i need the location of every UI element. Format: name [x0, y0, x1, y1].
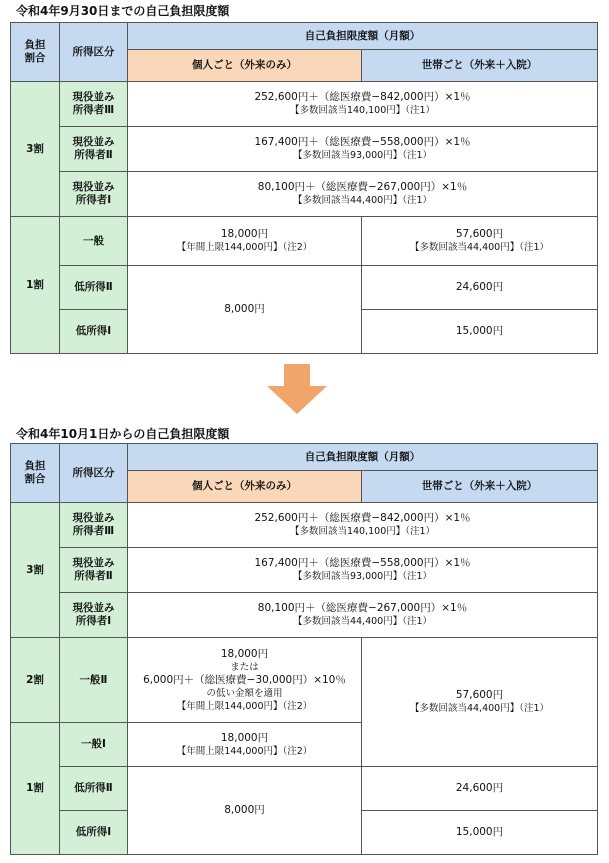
income-category-header: 所得区分	[60, 23, 128, 82]
income-category-header: 所得区分	[60, 444, 128, 503]
limit-cell-active3: 252,600円＋（総医療費−842,000円）×1％ 【多数回該当140,100円】（注1）	[128, 82, 598, 127]
individual-cell-general2: 18,000円 または 6,000円＋（総医療費−30,000円）×10％ の低い金額を適用 【年間上限144,000円】（注2）	[128, 638, 362, 723]
household-header: 世帯ごと（外来＋入院）	[362, 471, 598, 503]
before-limit-table	[10, 22, 598, 354]
burden-ratio-header: 負担 割合	[11, 444, 60, 503]
household-cell-general: 57,600円 【多数回該当44,400円】（注1）	[362, 217, 598, 266]
limit-cell-active2: 167,400円＋（総医療費−558,000円）×1％ 【多数回該当93,000円】（注1）	[128, 548, 598, 593]
income-label-active2: 現役並み 所得者Ⅱ	[60, 548, 128, 593]
after-limit-table	[10, 443, 598, 855]
income-label-general2: 一般Ⅱ	[60, 638, 128, 723]
individual-cell-low: 8,000円	[128, 266, 362, 354]
income-label-active1: 現役並み 所得者Ⅰ	[60, 172, 128, 217]
household-cell-low2: 24,600円	[362, 266, 598, 310]
burden-ratio-header: 負担 割合	[11, 23, 60, 82]
income-label-low1: 低所得Ⅰ	[60, 811, 128, 855]
ratio-1-cell: 1割	[11, 723, 60, 855]
limit-monthly-header: 自己負担限度額（月額）	[128, 444, 598, 471]
income-label-low2: 低所得Ⅱ	[60, 767, 128, 811]
before-title: 令和4年9月30日までの自己負担限度額	[16, 4, 230, 18]
income-label-active1: 現役並み 所得者Ⅰ	[60, 593, 128, 638]
household-cell-low2: 24,600円	[362, 767, 598, 811]
individual-cell-low: 8,000円	[128, 767, 362, 855]
income-label-active2: 現役並み 所得者Ⅱ	[60, 127, 128, 172]
individual-header: 個人ごと（外来のみ）	[128, 50, 362, 82]
individual-cell-general: 18,000円 【年間上限144,000円】（注2）	[128, 217, 362, 266]
individual-header: 個人ごと（外来のみ）	[128, 471, 362, 503]
household-header: 世帯ごと（外来＋入院）	[362, 50, 598, 82]
limit-monthly-header: 自己負担限度額（月額）	[128, 23, 598, 50]
ratio-3-cell: 3割	[11, 503, 60, 638]
income-label-active3: 現役並み 所得者Ⅲ	[60, 503, 128, 548]
household-cell-low1: 15,000円	[362, 310, 598, 354]
ratio-2-cell: 2割	[11, 638, 60, 723]
limit-cell-active2: 167,400円＋（総医療費−558,000円）×1％ 【多数回該当93,000円】（注1）	[128, 127, 598, 172]
limit-cell-active3: 252,600円＋（総医療費−842,000円）×1％ 【多数回該当140,100円】（注1）	[128, 503, 598, 548]
ratio-3-cell: 3割	[11, 82, 60, 217]
ratio-1-cell: 1割	[11, 217, 60, 354]
household-cell-low1: 15,000円	[362, 811, 598, 855]
limit-cell-active1: 80,100円＋（総医療費−267,000円）×1％ 【多数回該当44,400円】（注1）	[128, 593, 598, 638]
income-label-general: 一般	[60, 217, 128, 266]
income-label-low1: 低所得Ⅰ	[60, 310, 128, 354]
household-cell-general: 57,600円 【多数回該当44,400円】（注1）	[362, 638, 598, 767]
after-title: 令和4年10月1日からの自己負担限度額	[16, 427, 230, 441]
individual-cell-general1: 18,000円 【年間上限144,000円】（注2）	[128, 723, 362, 767]
income-label-general1: 一般Ⅰ	[60, 723, 128, 767]
income-label-low2: 低所得Ⅱ	[60, 266, 128, 310]
down-arrow-icon	[267, 364, 327, 414]
limit-cell-active1: 80,100円＋（総医療費−267,000円）×1％ 【多数回該当44,400円】（注1）	[128, 172, 598, 217]
income-label-active3: 現役並み 所得者Ⅲ	[60, 82, 128, 127]
